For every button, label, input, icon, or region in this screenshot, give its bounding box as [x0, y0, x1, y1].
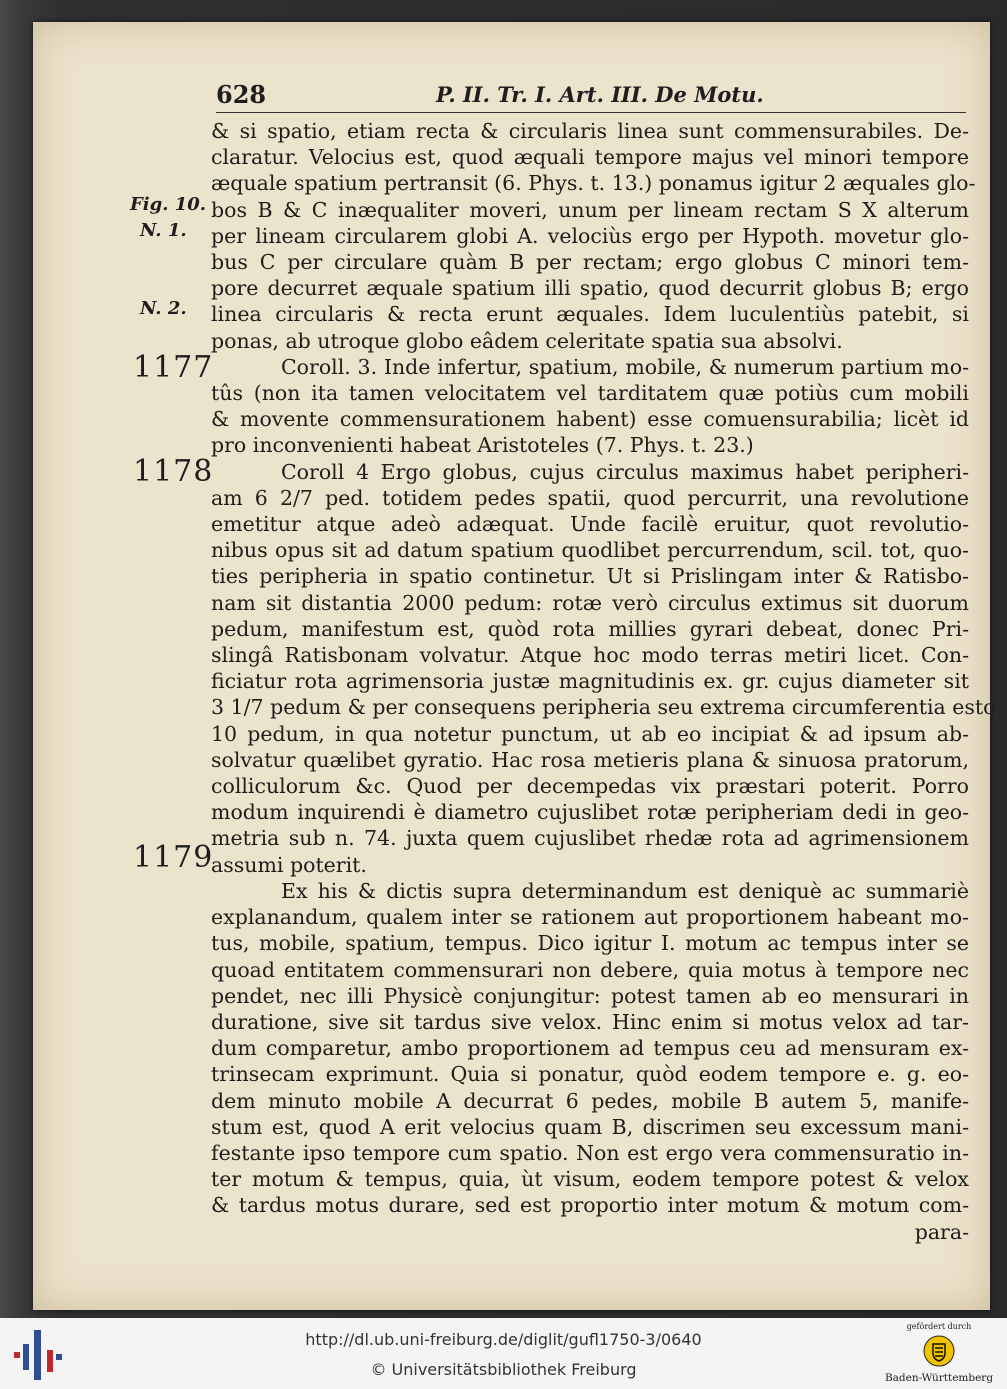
text-line: pedum, manifestum est, quòd rota millies gyrari debeat, donec Pri-	[211, 616, 969, 641]
page-body-text	[211, 118, 996, 1245]
text-line: æquale spatium pertransit (6. Phys. t. 13.) ponamus igitur 2 æquales glo-	[211, 171, 976, 196]
catchword: para-	[914, 1219, 969, 1244]
book-page	[33, 22, 996, 1310]
text-line: pore decurret æquale spatium illi spatio, quod decurrit globus B; ergo	[211, 276, 969, 301]
text-line: emetitur atque adeò adæquat. Unde facilè eruitur, quot revolutio-	[211, 512, 969, 537]
text-line: metria sub n. 74. juxta quem cujuslibet rhedæ rota ad agrimensionem	[211, 826, 969, 851]
text-line: slingâ Ratisbonam volvatur. Atque hoc modo terras metiri licet. Con-	[211, 643, 969, 668]
text-line: modum inquirendi è diametro cujuslibet rotæ peripheriam dedi in geo-	[211, 800, 969, 825]
text-line: tûs (non ita tamen velocitatem vel tarditatem quæ potiùs cum mobili	[211, 381, 969, 406]
text-line: colliculorum &c. Quod per decempedas vix præstari poterit. Porro	[211, 774, 969, 799]
text-line: ponas, ab utroque globo eâdem celeritate spatia sua absolvi.	[211, 328, 843, 353]
text-line: assumi poterit.	[211, 852, 367, 877]
text-line: linea circularis & recta erunt æquales. Idem luculentiùs patebit, si	[211, 302, 969, 327]
margin-note-fig: Fig. 10.	[130, 194, 207, 215]
permalink-url[interactable]: http://dl.ub.uni-freiburg.de/diglit/gufl1750-3/0640	[305, 1330, 702, 1349]
paragraph-number-1178: 1178	[133, 454, 214, 489]
text-line: bos B & C inæqualiter moveri, unum per lineam rectam S X alterum	[211, 197, 969, 222]
text-line: ter motum & tempus, quia, ùt visum, eodem tempore potest & velox	[211, 1167, 969, 1192]
margin-note-n2: N. 2.	[140, 298, 187, 319]
text-line: pendet, nec illi Physicè conjungitur: potest tamen ab eo mensurari in	[211, 983, 969, 1008]
text-line: festante ipso tempore cum spatio. Non est ergo vera commensuratio in-	[211, 1140, 969, 1165]
state-seal-icon	[923, 1335, 955, 1367]
text-line: ties peripheria in spatio continetur. Ut si Prislingam inter & Ratisbo-	[211, 564, 969, 589]
text-line: am 6 2/7 ped. totidem pedes spatii, quod percurrit, una revolutione	[211, 485, 969, 510]
paragraph-number-1177: 1177	[133, 350, 214, 385]
text-line: per lineam circularem globi A. velociùs ergo per Hypoth. movetur glo-	[211, 223, 969, 248]
text-line: Coroll. 3. Inde infertur, spatium, mobile, & numerum partium mo-	[281, 354, 969, 379]
text-line: duratione, sive sit tardus sive velox. Hinc enim si motus velox ad tar-	[211, 1009, 969, 1034]
margin-note-n1: N. 1.	[140, 220, 187, 241]
text-line: claratur. Velocius est, quod æquali tempore majus vel minori tempore	[211, 145, 969, 170]
paragraph-number-1179: 1179	[133, 840, 214, 875]
page-header	[216, 80, 966, 113]
sponsor-name: Baden-Württemberg	[884, 1372, 994, 1384]
text-line: 10 pedum, in qua notetur punctum, ut ab eo incipiat & ad ipsum ab-	[211, 721, 969, 746]
text-line: quoad entitatem commensurari non debere, quia motus à tempore nec	[211, 957, 969, 982]
text-line: stum est, quod A erit velocius quam B, discrimen seu excessum mani-	[211, 1114, 969, 1139]
running-title: P. II. Tr. I. Art. III. De Motu.	[436, 82, 764, 107]
viewer-footer	[0, 1318, 1007, 1389]
text-line: nibus opus sit ad datum spatium quodlibet percurrendum, scil. tot, quo-	[211, 538, 969, 563]
text-line: trinsecam exprimunt. Quia si ponatur, quòd eodem tempore e. g. eo-	[211, 1062, 969, 1087]
text-line: 3 1/7 pedum & per consequens peripheria seu extrema circumferentia esto	[211, 695, 996, 720]
text-line: pro inconvenienti habeat Aristoteles (7. Phys. t. 23.)	[211, 433, 754, 458]
copyright-notice: © Universitätsbibliothek Freiburg	[370, 1360, 637, 1379]
text-line: solvatur quælibet gyratio. Hac rosa metieris plana & sinuosa pratorum,	[211, 747, 969, 772]
text-line: & movente commensurationem habent) esse comuensurabilia; licèt id	[211, 407, 969, 432]
text-line: & si spatio, etiam recta & circularis linea sunt commensurabiles. De-	[211, 119, 969, 143]
text-line: Coroll 4 Ergo globus, cujus circulus maximus habet peripheri-	[281, 459, 969, 484]
text-line: bus C per circulare quàm B per rectam; ergo globus C minori tem-	[211, 250, 969, 275]
sponsor-badge[interactable]	[879, 1322, 999, 1386]
text-line: ficiatur rota agrimensoria justæ magnitudinis ex. gr. cujus diameter sit	[211, 669, 969, 694]
page-number: 628	[216, 80, 267, 109]
text-line: dum comparetur, ambo proportionem ad tempus ceu ad mensuram ex-	[211, 1036, 969, 1061]
text-line: & tardus motus durare, sed est proportio inter motum & motum com-	[211, 1193, 969, 1218]
text-line: tus, mobile, spatium, tempus. Dico igitur I. motum ac tempus inter se	[211, 931, 969, 956]
text-line: nam sit distantia 2000 pedum: rotæ verò circulus extimus sit duorum	[211, 590, 969, 615]
sponsor-caption: gefördert durch	[906, 1322, 972, 1331]
text-line: explanandum, qualem inter se rationem aut proportionem habeant mo-	[211, 905, 969, 930]
text-line: Ex his & dictis supra determinandum est deniquè ac summariè	[281, 878, 969, 903]
text-line: dem minuto mobile A decurrat 6 pedes, mobile B autem 5, manife-	[211, 1088, 969, 1113]
